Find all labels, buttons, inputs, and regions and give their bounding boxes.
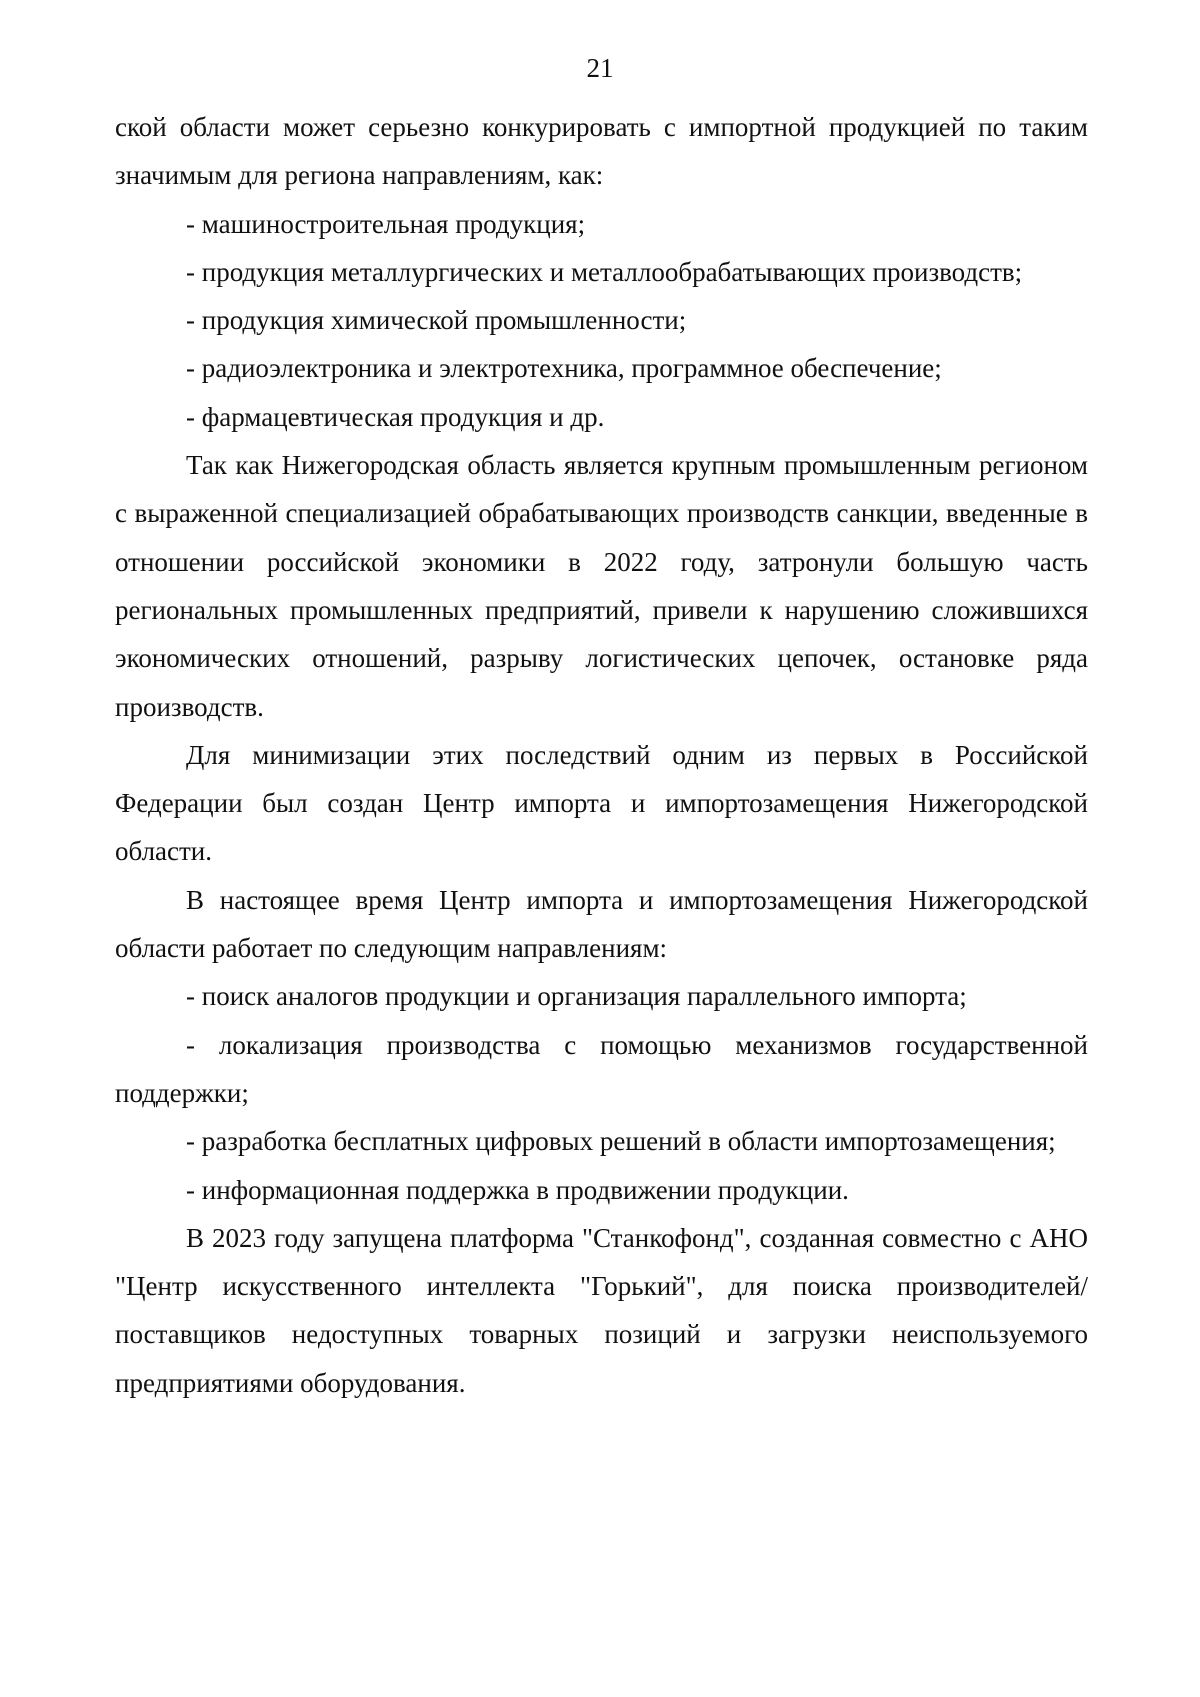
paragraph: Так как Нижегородская область является крупным промышленным регионом с выраженной специализацией обрабатывающих производств санкции, введенные в отношении российской экономики в 2022 году, затронули большую часть региональных промышленных предприятий, привели к нарушению сложившихся экономических отношений, разрыву логистических цепочек, остановке ряда производств. [115,450,1088,722]
list-item: - локализация производства с помощью механизмов государственной поддержки; [115,1029,1088,1108]
list-item: - продукция химической промышленности; [186,305,687,336]
page-number: 21 [586,53,614,83]
list-item: - машиностроительная продукция; [186,208,586,239]
paragraph: Для минимизации этих последствий одним из первых в Российской Федерации был создан Центр импорта и импортозамещения Нижегородской области. [115,739,1088,867]
list-item: - разработка бесплатных цифровых решений в области импортозамещения; [186,1126,1056,1157]
list-item: - продукция металлургических и металлообрабатывающих производств; [186,256,1023,287]
list-item: - информационная поддержка в продвижении продукции. [186,1174,849,1205]
paragraph: В 2023 году запущена платформа "Станкофонд", созданная совместно с АНО "Центр искусственного интеллекта "Горький", для поиска производителей/поставщиков недоступных товарных позиций и загрузки неиспользуемого предприятиями оборудования. [115,1222,1088,1398]
list-item: - радиоэлектроника и электротехника, программное обеспечение; [186,353,942,384]
list-item: - поиск аналогов продукции и организация параллельного импорта; [186,981,967,1012]
paragraph: В настоящее время Центр импорта и импортозамещения Нижегородской области работает по следующим направлениям: [115,884,1088,964]
list-item: - фармацевтическая продукция и др. [186,401,605,432]
document-body [115,103,1088,1407]
paragraph-continuation: ской области может серьезно конкурировать с импортной продукцией по таким значимым для региона направлениям, как: [115,112,1088,191]
